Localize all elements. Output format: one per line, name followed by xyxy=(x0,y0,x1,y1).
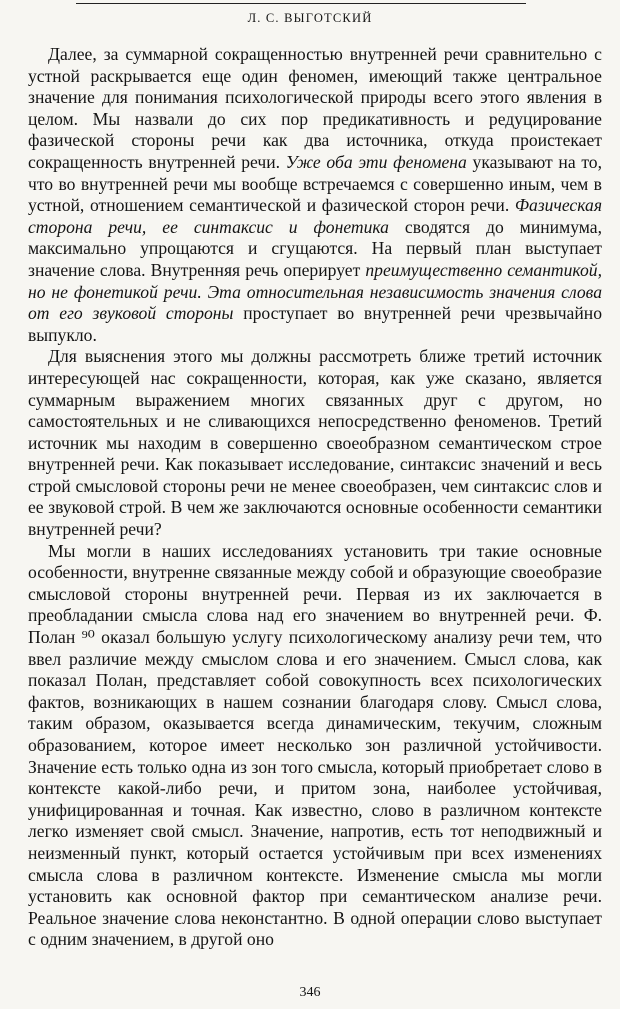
text-run: сводятся до минимума, максимально упрощаются и сгущаются. На первый план выступает значение слова. Внутренняя речь оперирует xyxy=(28,216,602,280)
paragraph xyxy=(28,541,602,951)
page-number: 346 xyxy=(299,985,321,1000)
text-run: указывают на то, что во внутренней речи мы вообще встречаемся с совершенно иным, чем в устной, отношением семантической и фазической сторон речи. xyxy=(28,151,602,216)
italic-run: Фазическая сторона речи, ее синтаксис и фонетика xyxy=(28,195,602,237)
paragraph xyxy=(28,44,602,346)
italic-run: преимущественно семантикой, но не фонетикой речи. Эта относительная независимость значения слова от его звуковой стороны xyxy=(28,259,602,324)
running-head: Л. С. ВЫГОТСКИЙ xyxy=(247,11,373,25)
paragraph xyxy=(28,346,602,540)
text-run: Мы могли в наших исследованиях установить три такие основные особенности, внутренне связанные между собой и образующие своеобразие смысловой стороны внутренней речи. Первая из их заключается в преобладании смысла слова над его значением во внутренней речи. Ф. Полан ⁹⁰ оказал большую услугу психологическому анализу речи тем, что ввел различие между смыслом слова и его значением. Смысл слова, как показал Полан, представляет собой совокупность всех психологических фактов, возникающих в нашем сознании благодаря слову. Смысл слова, таким образом, оказывается всегда динамическим, текучим, сложным образованием, которое имеет несколько зон различной устойчивости. Значение есть только одна из зон того смысла, который приобретает слово в контексте какой-либо речи, и притом зона, наиболее устойчивая, унифицированная и точная. Как известно, слово в различном контексте легко изменяет свой смысл. Значение, напротив, есть тот неподвижный и неизменный пункт, который остается устойчивым при всех изменениях смысла слова в различном контексте. Изменение смысла мы могли установить как основной фактор при семантическом анализе речи. Реальное значение слова неконстантно. В одной операции слово выступает с одним значением, в другой оно xyxy=(28,540,602,950)
italic-run: Уже оба эти феномена xyxy=(285,151,467,172)
text-run: Далее, за суммарной сокращенностью внутренней речи сравнительно с устной раскрывается еще один феномен, имеющий также центральное значение для понимания психологической природы всего этого явления в целом. Мы назвали до сих пор предикативность и редуцирование фазической стороны речи как два источника, откуда проистекает сокращенность внутренней речи. xyxy=(28,44,602,172)
body-text xyxy=(28,44,602,951)
text-run: проступает во внутренней речи чрезвычайно выпукло. xyxy=(28,303,602,345)
text-run: Для выяснения этого мы должны рассмотреть ближе третий источник интересующей нас сокращенности, которая, как уже сказано, является суммарным выражением многих связанных друг с другом, но самостоятельных и не сливающихся непосредственно феноменов. Третий источник мы находим в совершенно своеобразном семантическом строе внутренней речи. Как показывает исследование, синтаксис значений и весь строй смысловой стороны речи не менее своеобразен, чем синтаксис слов и ее звуковой строй. В чем же заключаются основные особенности семантики внутренней речи? xyxy=(28,346,602,540)
header-rule xyxy=(76,3,526,4)
